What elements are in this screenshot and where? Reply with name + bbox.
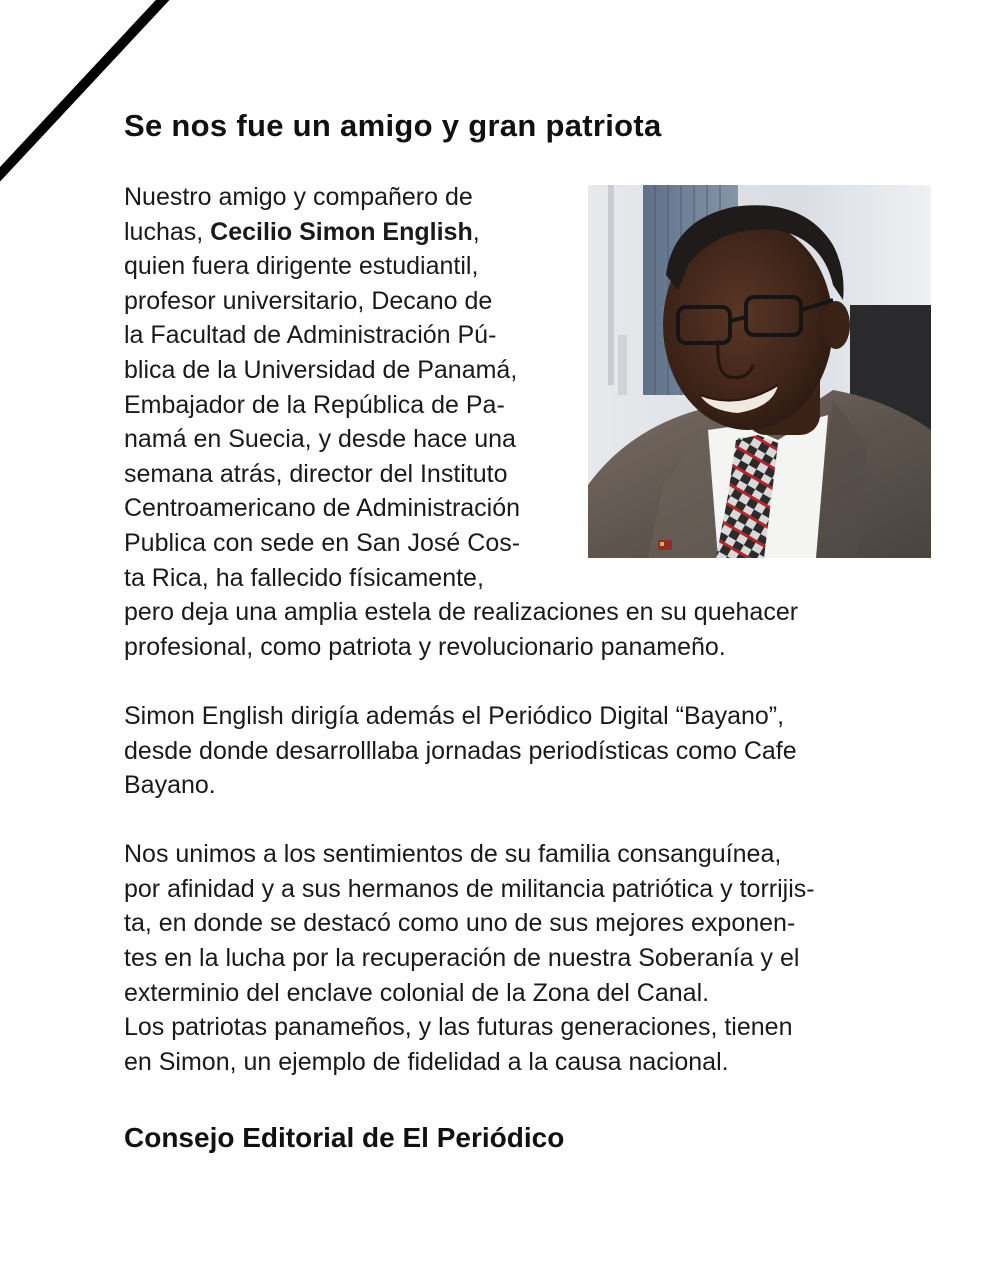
text-line: en Simon, un ejemplo de fidelidad a la causa nacional. (124, 1047, 729, 1076)
text-line: la Facultad de Administración Pú- (124, 321, 497, 350)
text-line: namá en Suecia, y desde hace una (124, 425, 516, 454)
text-fragment: , (472, 217, 480, 246)
paragraph-gap (124, 803, 944, 838)
text-line: Nos unimos a los sentimientos de su familia consanguínea, (124, 840, 782, 869)
text-line: Embajador de la República de Pa- (124, 390, 505, 419)
paragraph-gap (124, 664, 944, 699)
honoree-name: Cecilio Simon English (210, 217, 473, 246)
text-line: profesor universitario, Decano de (124, 286, 493, 315)
editorial-signature: Consejo Editorial de El Periódico (124, 1122, 565, 1153)
mourning-ribbon (0, 0, 200, 200)
text-line: pero deja una amplia estela de realizaciones en su quehacer (124, 598, 799, 627)
text-line: Nuestro amigo y compañero de (124, 183, 473, 211)
article-title: Se nos fue un amigo y gran patriota (124, 108, 662, 143)
text-line: Centroamericano de Administración (124, 494, 521, 523)
text-line: Simon English dirigía además el Periódico Digital “Bayano”, (124, 701, 785, 730)
text-fragment: luchas, (124, 217, 211, 246)
text-line: profesional, como patriota y revolucionario panameño. (124, 632, 726, 661)
article-body (124, 180, 944, 1079)
text-line: blica de la Universidad de Panamá, (124, 355, 518, 384)
text-line (124, 215, 944, 250)
text-line: Los patriotas panameños, y las futuras generaciones, tienen (124, 1013, 793, 1042)
text-line: ta, en donde se destacó como uno de sus mejores exponen- (124, 909, 796, 938)
text-line: Bayano. (124, 771, 216, 800)
text-line: ta Rica, ha fallecido físicamente, (124, 563, 484, 592)
text-line: Publica con sede en San José Cos- (124, 528, 521, 557)
text-line: exterminio del enclave colonial de la Zona del Canal. (124, 978, 710, 1007)
text-line: por afinidad y a sus hermanos de militancia patriótica y torrijis- (124, 874, 815, 903)
text-line: semana atrás, director del Instituto (124, 459, 508, 488)
text-line: tes en la lucha por la recuperación de nuestra Soberanía y el (124, 944, 800, 973)
text-line: desde donde desarrolllaba jornadas periodísticas como Cafe (124, 736, 797, 765)
text-line: quien fuera dirigente estudiantil, (124, 252, 479, 281)
